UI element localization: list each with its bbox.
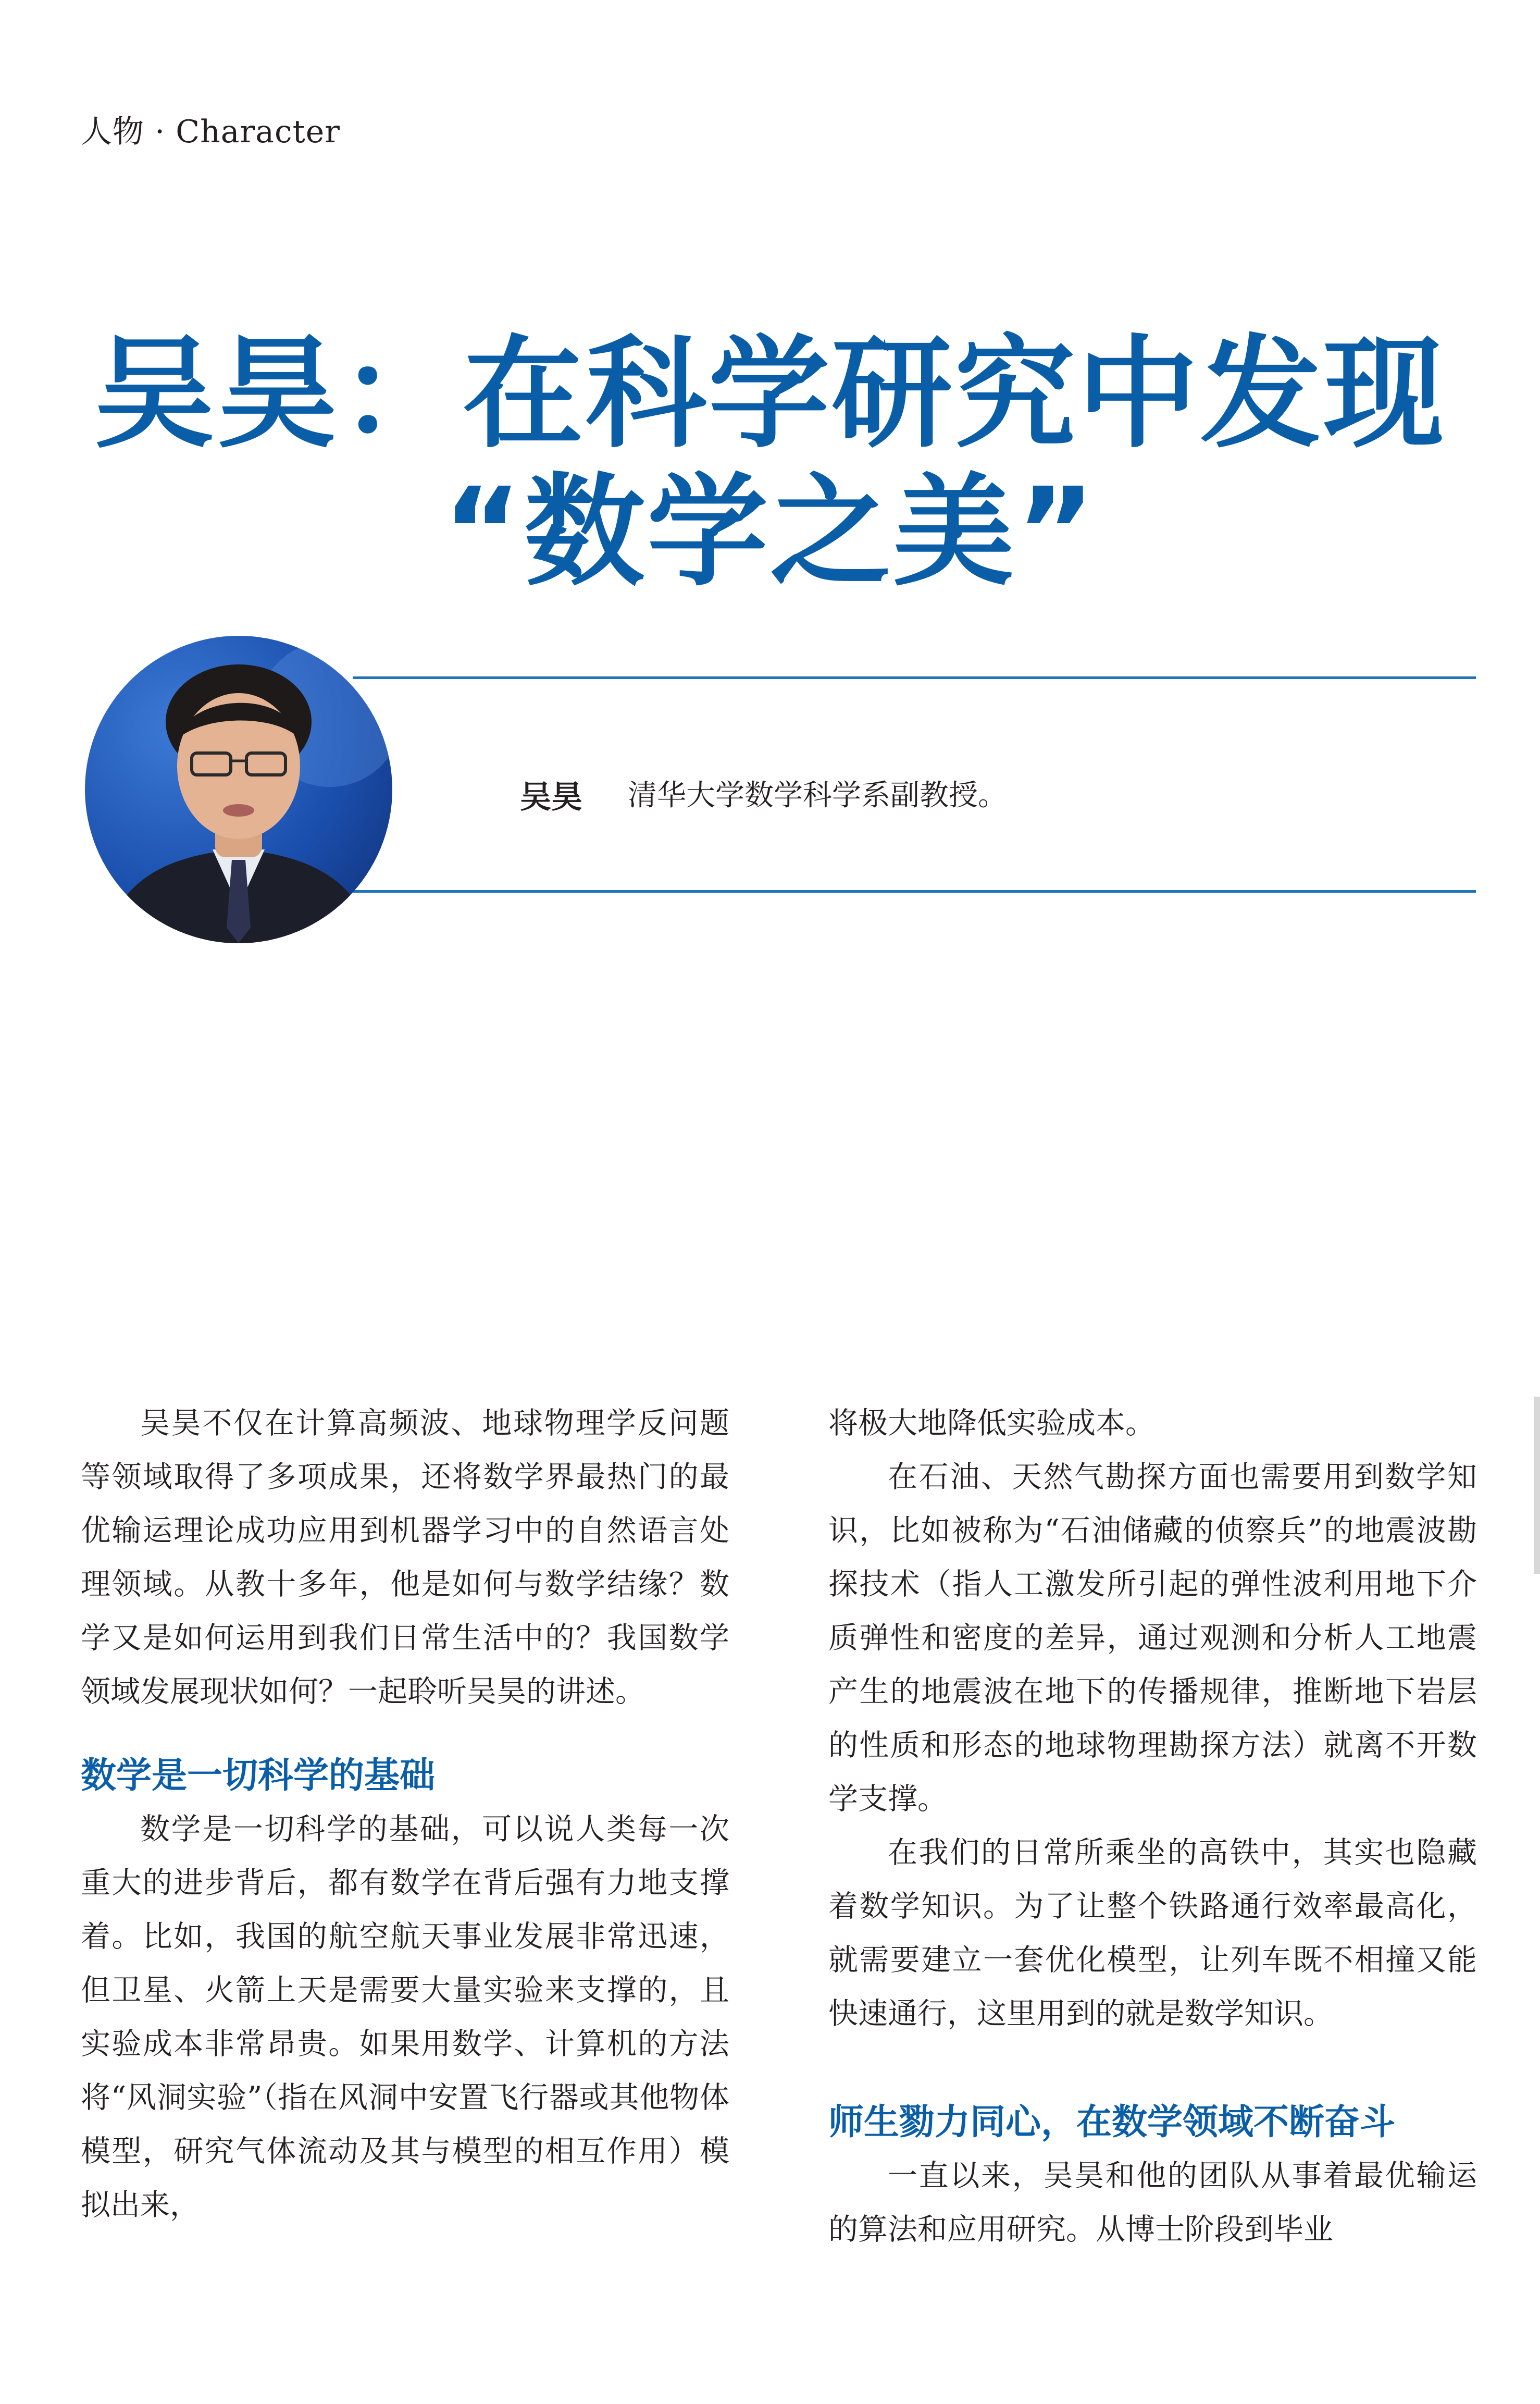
page-edge-marker (1534, 1397, 1540, 1574)
body-paragraph-continued: 将极大地降低实验成本。 (828, 1406, 1155, 1440)
article-column-right (828, 1397, 1477, 2257)
article-title-line-1: 吴昊：在科学研究中发现 (93, 324, 1446, 464)
article-title-line-2: “数学之美” (442, 462, 1098, 602)
body-paragraph: 在石油、天然气勘探方面也需要用到数学知识，比如被称为“石油储藏的侦察兵”的地震波勘探技术（指人工激发所引起的弹性波利用地下介质弹性和密度的差异，通过观测和分析人工地震产生的地震波在地下的传播规律，推断地下岩层的性质和形态的地球物理勘探方法）就离不开数学支撑。 (828, 1460, 1477, 1816)
divider-top (353, 676, 1476, 679)
section-heading-teamwork: 师生勠力同心，在数学领域不断奋斗 (828, 2102, 1396, 2143)
body-paragraph: 一直以来，吴昊和他的团队从事着最优输运的算法和应用研究。从博士阶段到毕业 (828, 2159, 1477, 2247)
body-paragraph: 数学是一切科学的基础，可以说人类每一次重大的进步背后，都有数学在背后强有力地支撑着。比如，我国的航空航天事业发展非常迅速，但卫星、火箭上天是需要大量实验来支撑的，且实验成本非常昂贵。如果用数学、计算机的方法将“风洞实验”（指在风洞中安置飞行器或其他物体模型，研究气体流动及其与模型的相互作用）模拟出来， (81, 1812, 729, 2222)
section-tag: 人物 · Character (81, 114, 340, 150)
intro-paragraph: 吴昊不仅在计算高频波、地球物理学反问题等领域取得了多项成果，还将数学界最热门的最优输运理论成功应用到机器学习中的自然语言处理领域。从教十多年，他是如何与数学结缘？数学又是如何运用到我们日常生活中的？我国数学领域发展现状如何？一起聆听吴昊的讲述。 (81, 1406, 729, 1709)
article-column-left (81, 1397, 729, 2232)
author-name: 吴昊 (520, 779, 582, 816)
author-photo (85, 636, 392, 943)
section-heading-math-foundation: 数学是一切科学的基础 (81, 1755, 436, 1796)
body-paragraph: 在我们的日常所乘坐的高铁中，其实也隐藏着数学知识。为了让整个铁路通行效率最高化，就需要建立一套优化模型，让列车既不相撞又能快速通行，这里用到的就是数学知识。 (828, 1835, 1477, 2031)
author-description: 清华大学数学科学系副教授。 (628, 779, 1007, 812)
divider-bottom (353, 890, 1476, 893)
